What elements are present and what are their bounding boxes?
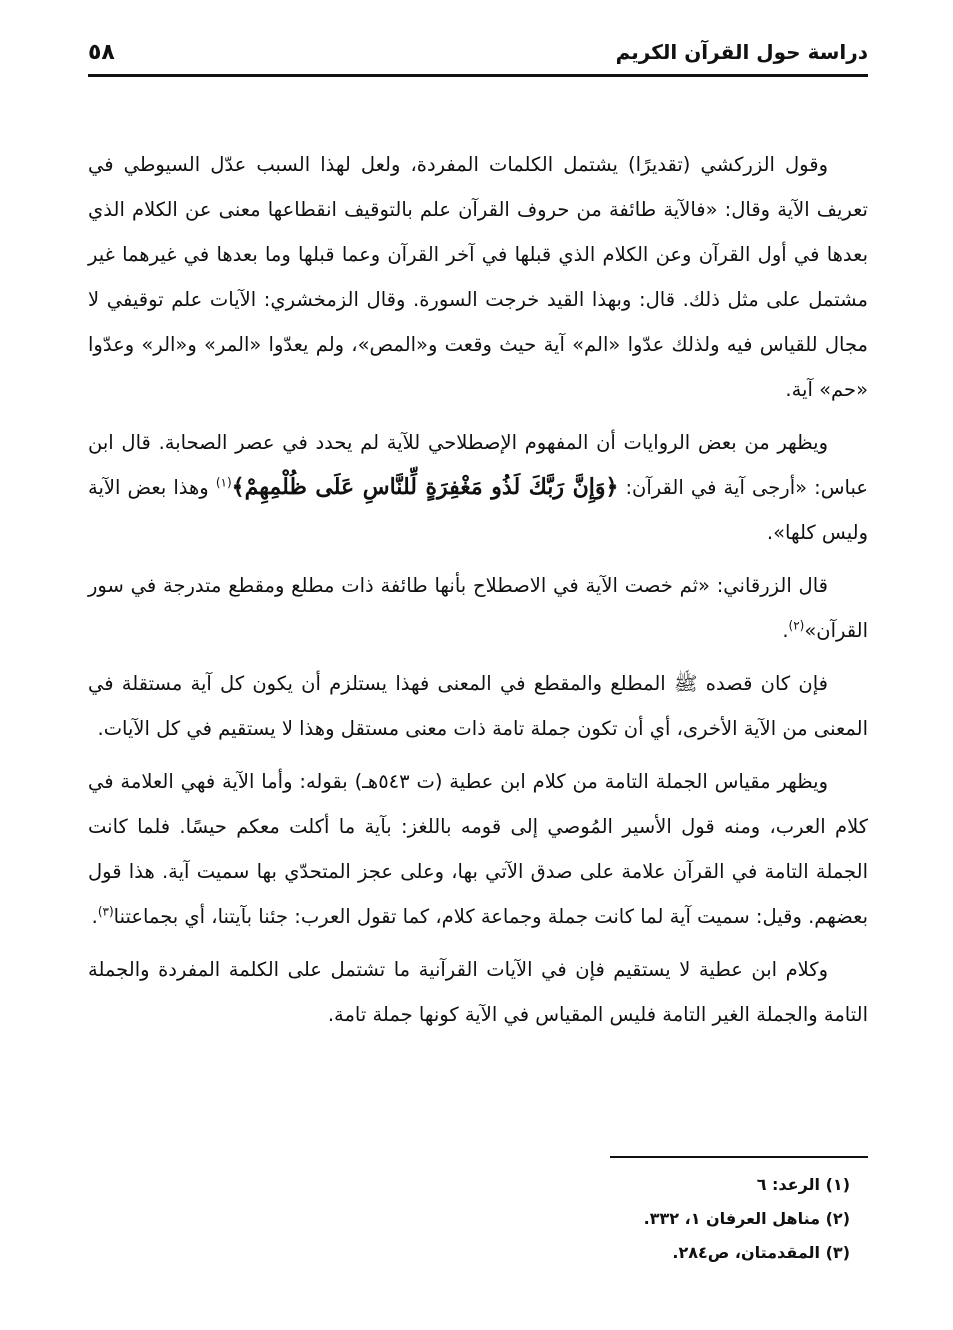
paragraph-text: قال الزرقاني: «ثم خصت الآية في الاصطلاح بأنها طائفة ذات مطلع ومقطع متدرجة في سور القرآن» bbox=[88, 574, 868, 642]
paragraph-ibn-abbas bbox=[88, 420, 868, 555]
footnote-3: (٣) المقدمتان، ص٢٨٤. bbox=[672, 1243, 850, 1262]
paragraph-text: وكلام ابن عطية لا يستقيم فإن في الآيات القرآنية ما تشتمل على الكلمة المفردة والجملة التامة والجملة الغير التامة فليس المقياس في الآية كونها جملة تامة. bbox=[88, 958, 868, 1026]
footnote-reference[interactable]: (٢) bbox=[788, 618, 805, 633]
paragraph-text: . bbox=[91, 905, 98, 928]
paragraph-ibn-atiyya bbox=[88, 759, 868, 939]
paragraph-zarkashi bbox=[88, 142, 868, 412]
book-page bbox=[88, 30, 868, 1300]
page-body bbox=[88, 142, 868, 1045]
paragraph-zarqani bbox=[88, 563, 868, 653]
paragraph-text: ويظهر من بعض الروايات أن المفهوم الإصطلاحي للآية لم يحدد في عصر الصحابة. قال ابن عباس: «أرجى آية في القرآن: bbox=[88, 431, 868, 499]
footnote-2: (٢) مناهل العرفان ١، ٣٣٢. bbox=[643, 1209, 850, 1228]
paragraph-matla-maqta bbox=[88, 661, 868, 751]
page-number: ٥٨ bbox=[88, 39, 115, 65]
page-header bbox=[88, 30, 868, 77]
quran-verse: ﴿وَإِنَّ رَبَّكَ لَذُو مَغْفِرَةٍ لِّلنَّاسِ عَلَى ظُلْمِهِمْ﴾ bbox=[231, 474, 619, 500]
footnote-reference[interactable]: (٣) bbox=[97, 904, 114, 919]
footnote-divider bbox=[610, 1156, 868, 1158]
footnote-1: (١) الرعد: ٦ bbox=[756, 1175, 850, 1194]
paragraph-text: وهذا بعض الآية وليس كلها». bbox=[88, 476, 868, 544]
running-title: دراسة حول القرآن الكريم bbox=[615, 40, 868, 64]
paragraph-text: ويظهر مقياس الجملة التامة من كلام ابن عطية (ت ٥٤٣هـ) بقوله: وأما الآية فهي العلامة في كلام العرب، ومنه قول الأسير المُوصي إلى قومه باللغز: بآية ما أكلت معكم حيسًا. فلما كانت الجملة التامة في القرآن علامة على صدق الآتي بها، وعلى عجز المتحدّي بها سميت آية. هذا قول بعضهم. وقيل: سميت آية لما كانت جملة وجماعة كلام، كما تقول العرب: جئنا بآيتنا، أي بجماعتنا bbox=[88, 770, 868, 928]
paragraph-conclusion bbox=[88, 947, 868, 1037]
paragraph-text: فإن كان قصده ﷺ المطلع والمقطع في المعنى فهذا يستلزم أن يكون كل آية مستقلة في المعنى من الآية الأخرى، أي أن تكون جملة تامة ذات معنى مستقل وهذا لا يستقيم في كل الآيات. bbox=[88, 672, 868, 740]
footnotes bbox=[88, 1168, 850, 1270]
footnote-reference[interactable]: (١) bbox=[215, 475, 232, 490]
paragraph-text: وقول الزركشي (تقديرًا) يشتمل الكلمات المفردة، ولعل لهذا السبب عدّل السيوطي في تعريف الآية وقال: «فالآية طائفة من حروف القرآن علم بالتوقيف انقطاعها معنى عن الكلام الذي بعدها في أول القرآن وعن الكلام الذي قبلها في آخر القرآن وعما قبلها وما بعدها في غيرهما غير مشتمل على مثل ذلك. قال: وبهذا القيد خرجت السورة. وقال الزمخشري: الآيات علم توقيفي لا مجال للقياس فيه ولذلك عدّوا «الم» آية حيث وقعت و«المص»، ولم يعدّوا «المر» و«الر» وعدّوا «حم» آية. bbox=[88, 153, 868, 401]
paragraph-text: . bbox=[782, 619, 789, 642]
